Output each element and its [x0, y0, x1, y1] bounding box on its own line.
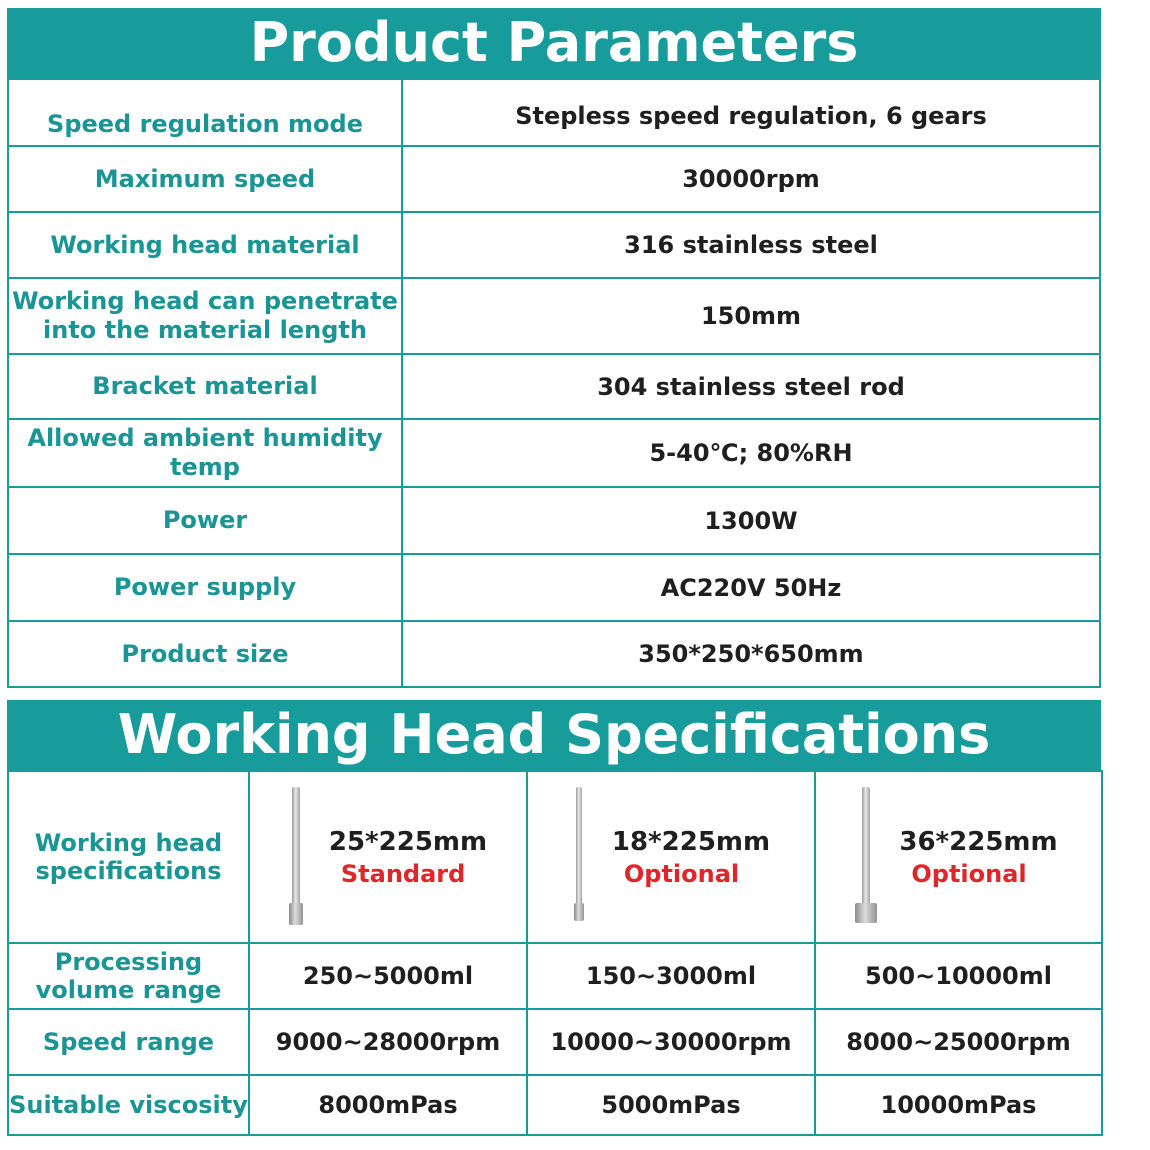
spec-label: Working head specifications — [8, 771, 249, 943]
table-row — [8, 212, 1100, 278]
table-row — [8, 943, 1102, 1009]
table-row — [8, 487, 1100, 554]
working-head-specs-table — [7, 770, 1103, 1136]
param-value: 5-40℃; 80%RH — [402, 419, 1100, 487]
spec-label: Suitable viscosity — [8, 1075, 249, 1135]
spec-value: 8000~25000rpm — [815, 1009, 1102, 1075]
head-tag: Standard — [340, 860, 466, 888]
head-tag: Optional — [623, 860, 740, 888]
spec-value: 250~5000ml — [249, 943, 527, 1009]
spec-value: 5000mPas — [527, 1075, 815, 1135]
head-option-1 — [249, 771, 527, 943]
param-label: Power supply — [8, 554, 402, 621]
param-label: Bracket material — [8, 354, 402, 419]
table-row — [8, 354, 1100, 419]
spec-value: 150~3000ml — [527, 943, 815, 1009]
table-row — [8, 1009, 1102, 1075]
table-row — [8, 554, 1100, 621]
param-label: Maximum speed — [8, 146, 402, 212]
param-value: Stepless speed regulation, 6 gears — [402, 79, 1100, 146]
param-label: Allowed ambient humidity temp — [8, 419, 402, 487]
spec-value: 500~10000ml — [815, 943, 1102, 1009]
spec-label: Processing volume range — [8, 943, 249, 1009]
param-value: 30000rpm — [402, 146, 1100, 212]
param-label: Power — [8, 487, 402, 554]
spec-label: Speed range — [8, 1009, 249, 1075]
param-value: 150mm — [402, 278, 1100, 354]
table-row — [8, 621, 1100, 687]
table-row — [8, 146, 1100, 212]
table-row — [8, 1075, 1102, 1135]
param-label: Speed regulation mode — [8, 79, 402, 146]
working-head-18mm-image — [572, 787, 586, 927]
working-head-specs-title: Working Head Specifications — [7, 700, 1101, 770]
param-label: Working head material — [8, 212, 402, 278]
spec-value: 8000mPas — [249, 1075, 527, 1135]
param-value: 1300W — [402, 487, 1100, 554]
spec-value: 9000~28000rpm — [249, 1009, 527, 1075]
spec-value: 10000~30000rpm — [527, 1009, 815, 1075]
param-label: Working head can penetrate into the material length — [8, 278, 402, 354]
product-parameters-table — [7, 78, 1101, 688]
param-value: 316 stainless steel — [402, 212, 1100, 278]
table-row — [8, 419, 1100, 487]
param-label: Product size — [8, 621, 402, 687]
working-head-25mm-image — [289, 787, 303, 927]
table-row — [8, 278, 1100, 354]
param-value: 304 stainless steel rod — [402, 354, 1100, 419]
head-size: 18*225mm — [611, 827, 771, 857]
param-value: 350*250*650mm — [402, 621, 1100, 687]
table-row — [8, 771, 1102, 943]
head-size: 25*225mm — [328, 827, 488, 857]
product-parameters-title: Product Parameters — [7, 8, 1101, 78]
head-size: 36*225mm — [899, 827, 1058, 857]
head-option-3 — [815, 771, 1102, 943]
table-row — [8, 79, 1100, 146]
head-option-2 — [527, 771, 815, 943]
spec-value: 10000mPas — [815, 1075, 1102, 1135]
working-head-36mm-image — [859, 787, 873, 927]
head-tag: Optional — [911, 860, 1027, 888]
param-value: AC220V 50Hz — [402, 554, 1100, 621]
